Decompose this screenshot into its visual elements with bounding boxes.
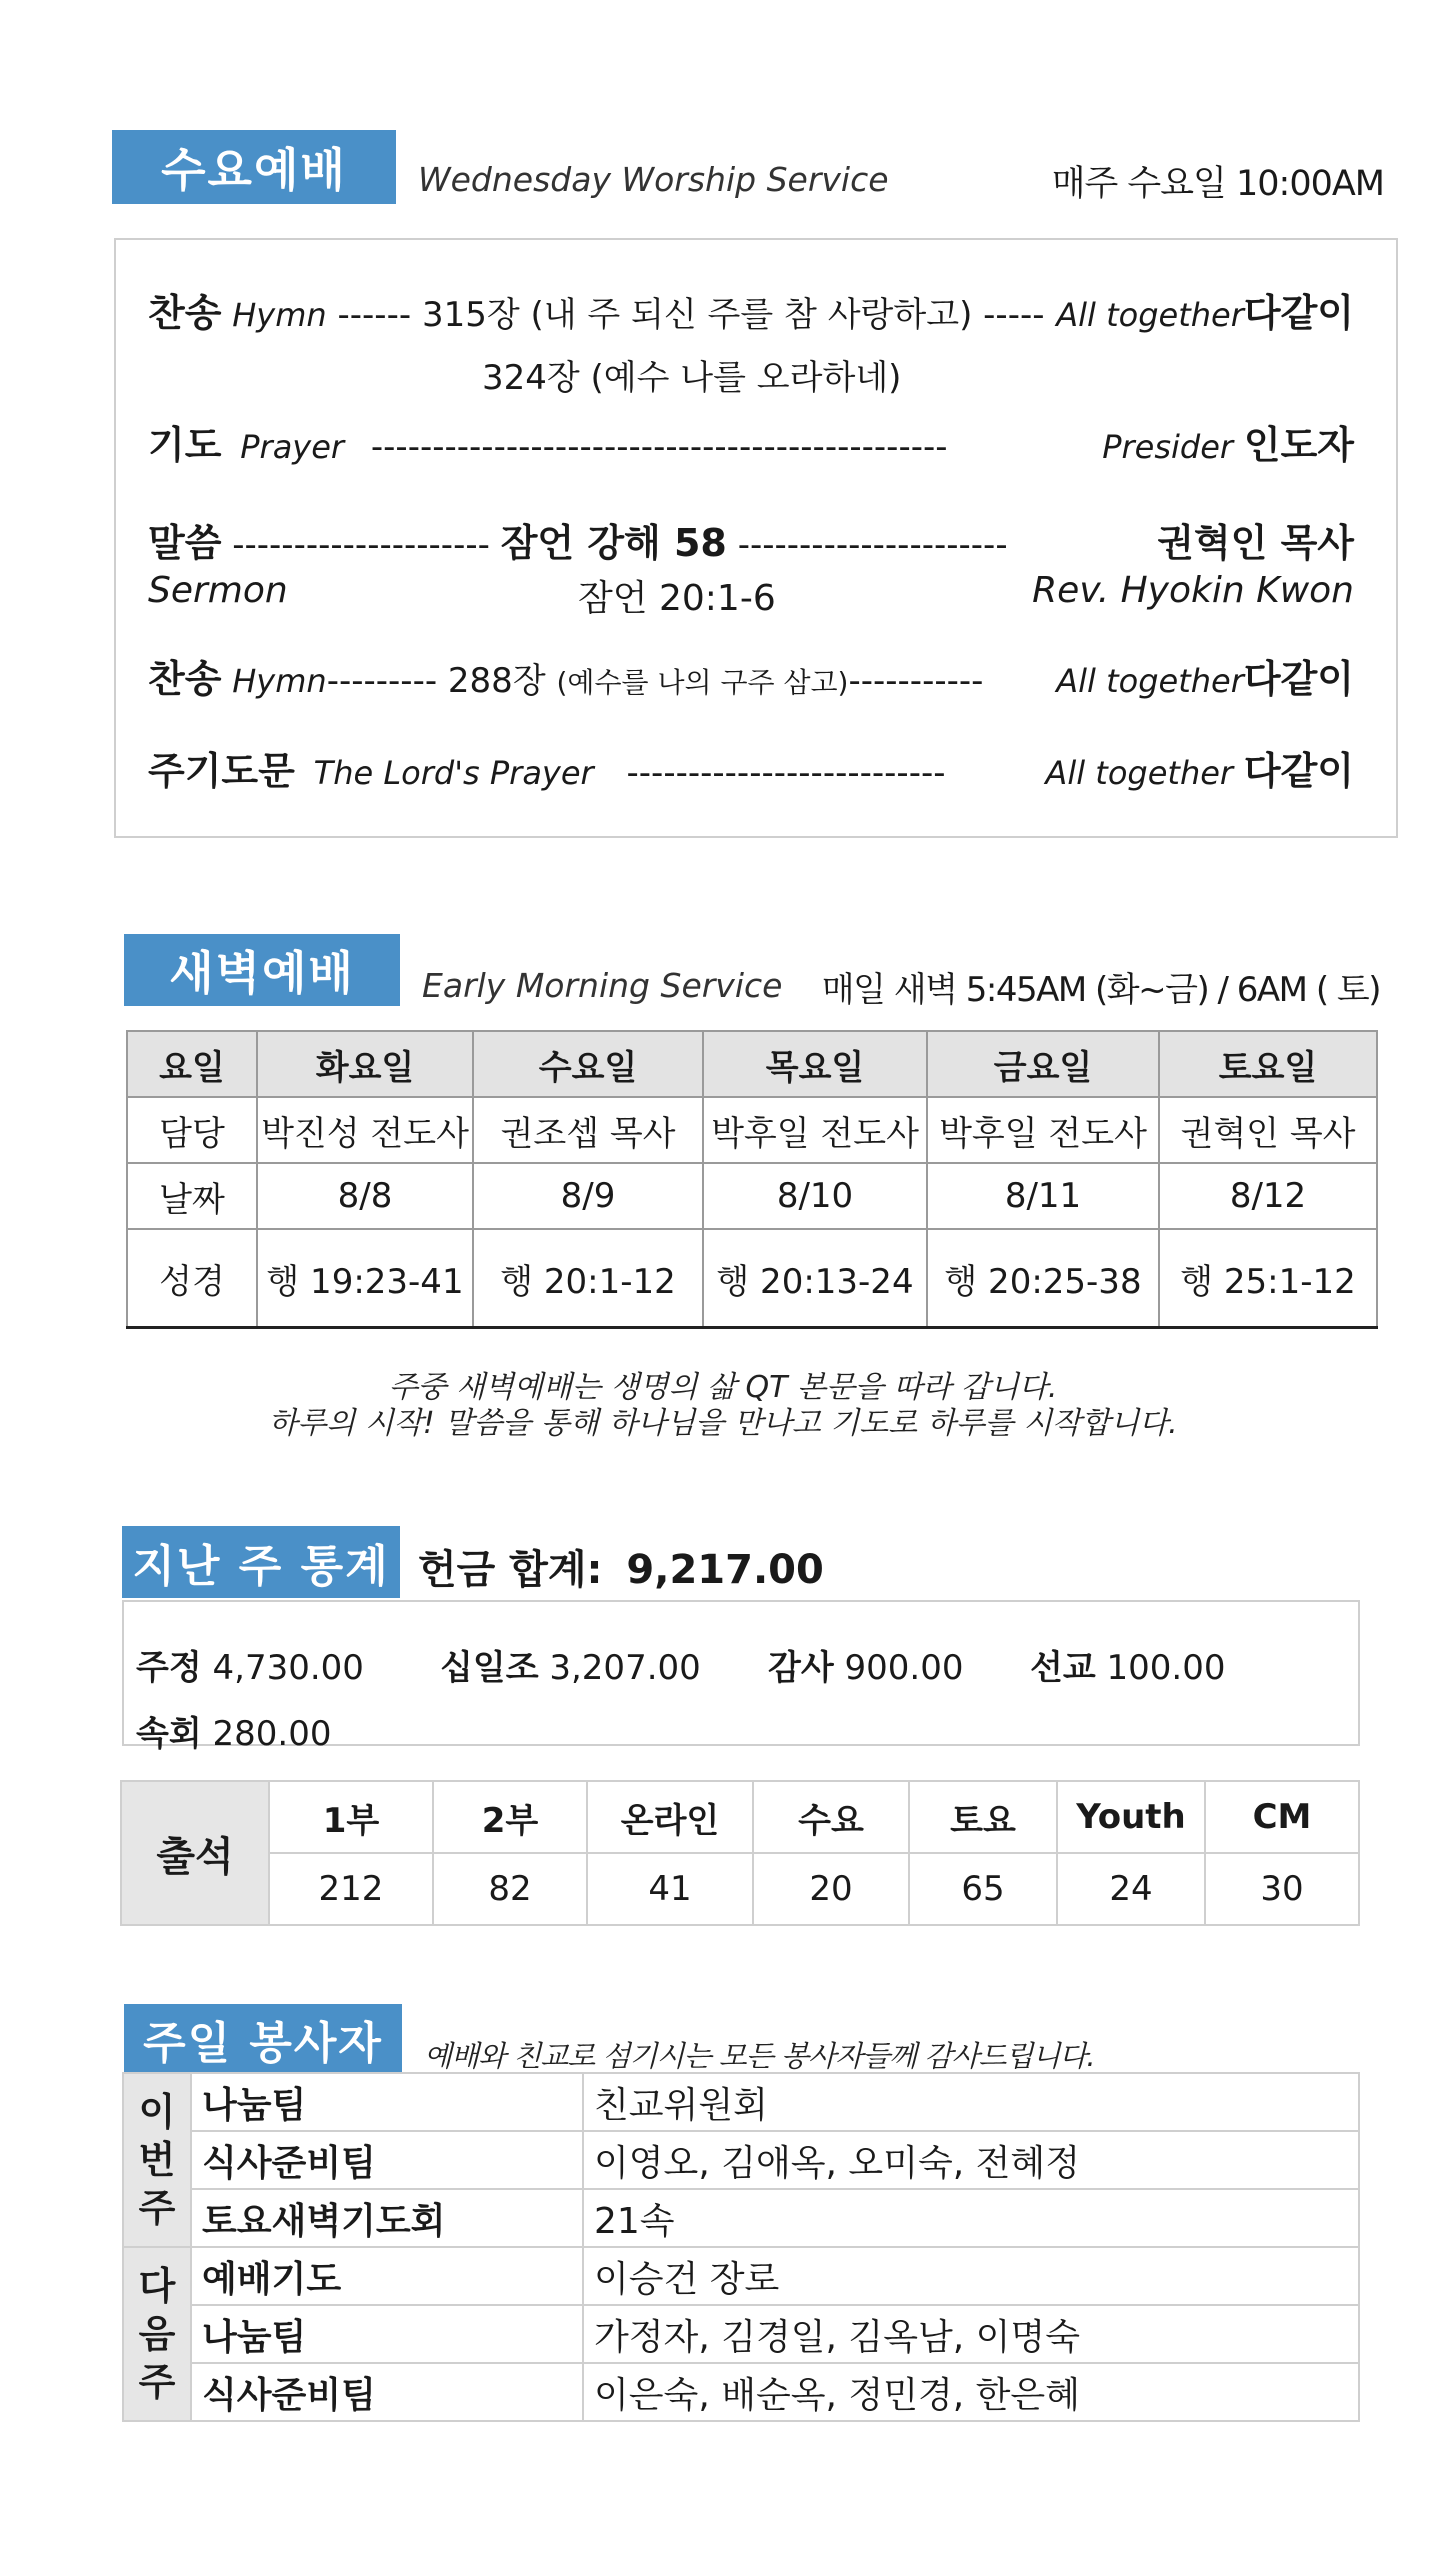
schedule-cell: 박진성 전도사 bbox=[257, 1097, 473, 1163]
attendance-header: 2부 bbox=[433, 1781, 587, 1853]
schedule-cell: 행 25:1-12 bbox=[1159, 1229, 1377, 1328]
prayer-en: Prayer bbox=[240, 428, 345, 466]
volunteer-role: 토요새벽기도회 bbox=[191, 2189, 583, 2247]
offering-value: 900.00 bbox=[844, 1648, 964, 1688]
hymn1-dash2: ----- bbox=[983, 295, 1045, 335]
schedule-cell: 박후일 전도사 bbox=[927, 1097, 1159, 1163]
hymn2-who-en: All together bbox=[1056, 662, 1244, 700]
prayer-who-en: Presider bbox=[1102, 428, 1234, 466]
offering-item bbox=[136, 1706, 331, 1755]
volunteer-names: 가정자, 김경일, 김옥남, 이명숙 bbox=[583, 2305, 1359, 2363]
hymn2-ko: 찬송 bbox=[148, 657, 222, 701]
attendance-value: 82 bbox=[433, 1853, 587, 1925]
volunteer-names: 21속 bbox=[583, 2189, 1359, 2247]
offering-total-value: 9,217.00 bbox=[626, 1547, 824, 1593]
attendance-header: 1부 bbox=[269, 1781, 433, 1853]
offering-label: 속회 bbox=[136, 1714, 202, 1754]
schedule-cell: 권조셉 목사 bbox=[473, 1097, 703, 1163]
schedule-header-row bbox=[127, 1031, 1377, 1097]
prayer-who-ko: 인도자 bbox=[1243, 423, 1354, 467]
morning-subtitle: Early Morning Service bbox=[422, 966, 783, 1005]
attendance-label: 출석 bbox=[121, 1781, 269, 1925]
lords-ko: 주기도문 bbox=[148, 749, 295, 793]
offering-item bbox=[440, 1640, 701, 1689]
sermon-who-ko: 권혁인 목사 bbox=[1157, 521, 1354, 565]
schedule-row-leader bbox=[127, 1097, 1377, 1163]
volunteers-banner bbox=[124, 2004, 402, 2074]
volunteers-title: 주일 봉사자 bbox=[143, 2018, 383, 2069]
volunteer-row bbox=[123, 2131, 1359, 2189]
schedule-cell: 행 20:25-38 bbox=[927, 1229, 1159, 1328]
offering-label: 주정 bbox=[136, 1648, 202, 1688]
hymn2-line bbox=[148, 648, 1354, 703]
schedule-cell: 행 20:1-12 bbox=[473, 1229, 703, 1328]
volunteer-row bbox=[123, 2363, 1359, 2421]
attendance-value-row bbox=[121, 1853, 1359, 1925]
attendance-header: Youth bbox=[1057, 1781, 1205, 1853]
volunteer-role: 나눔팀 bbox=[191, 2305, 583, 2363]
volunteer-names: 이승건 장로 bbox=[583, 2247, 1359, 2305]
offering-value: 100.00 bbox=[1106, 1648, 1226, 1688]
volunteer-row bbox=[123, 2247, 1359, 2305]
attendance-value: 20 bbox=[753, 1853, 909, 1925]
hymn1-en: Hymn bbox=[232, 296, 327, 334]
schedule-cell: 8/10 bbox=[703, 1163, 927, 1229]
group-label-this-week: 이 번 주 bbox=[123, 2073, 191, 2247]
schedule-cell: 행 20:13-24 bbox=[703, 1229, 927, 1328]
hymn1b-content: 324장 (예수 나를 오라하네) bbox=[482, 358, 902, 398]
attendance-value: 41 bbox=[587, 1853, 753, 1925]
offering-item bbox=[768, 1640, 963, 1689]
volunteer-row bbox=[123, 2073, 1359, 2131]
morning-schedule-table bbox=[126, 1030, 1378, 1329]
sermon-dash: --------------------- bbox=[232, 525, 490, 565]
sermon-en: Sermon bbox=[148, 570, 288, 611]
attendance-header-row bbox=[121, 1781, 1359, 1853]
lords-prayer-line bbox=[148, 740, 1354, 795]
wednesday-title: 수요예배 bbox=[161, 143, 347, 197]
schedule-row-bible bbox=[127, 1229, 1377, 1328]
offering-value: 3,207.00 bbox=[549, 1648, 701, 1688]
attendance-value: 24 bbox=[1057, 1853, 1205, 1925]
morning-note-2: 하루의 시작! 말씀을 통해 하나님을 만나고 기도로 하루를 시작합니다. bbox=[268, 1406, 1178, 1441]
attendance-header: CM bbox=[1205, 1781, 1359, 1853]
offering-total bbox=[418, 1538, 824, 1595]
offering-value: 4,730.00 bbox=[212, 1648, 364, 1688]
morning-note-1: 주중 새벽예배는 생명의 삶 QT 본문을 따라 갑니다. bbox=[388, 1370, 1058, 1405]
sermon-who-en: Rev. Hyokin Kwon bbox=[1032, 570, 1354, 611]
attendance-header: 온라인 bbox=[587, 1781, 753, 1853]
attendance-value: 65 bbox=[909, 1853, 1057, 1925]
offering-label: 십일조 bbox=[440, 1648, 539, 1688]
hymn1-who-en: All together bbox=[1056, 296, 1244, 334]
lords-who-en: All together bbox=[1045, 754, 1234, 792]
wednesday-subtitle: Wednesday Worship Service bbox=[418, 160, 889, 199]
wednesday-banner bbox=[112, 130, 396, 204]
schedule-header: 수요일 bbox=[473, 1031, 703, 1097]
stats-title: 지난 주 통계 bbox=[132, 1541, 390, 1592]
schedule-header: 목요일 bbox=[703, 1031, 927, 1097]
morning-banner bbox=[124, 934, 400, 1006]
lords-en: The Lord's Prayer bbox=[313, 754, 594, 792]
prayer-dash: ----------------------------------------------- bbox=[370, 427, 948, 467]
hymn1-dash: ------ bbox=[337, 295, 412, 335]
offering-total-label: 헌금 합계: bbox=[418, 1547, 603, 1593]
volunteer-names: 이은숙, 배순옥, 정민경, 한은혜 bbox=[583, 2363, 1359, 2421]
hymn1-line bbox=[148, 282, 1354, 337]
group-label-next-week: 다 음 주 bbox=[123, 2247, 191, 2421]
volunteer-names: 친교위원회 bbox=[583, 2073, 1359, 2131]
stats-banner bbox=[122, 1526, 400, 1598]
volunteer-row bbox=[123, 2189, 1359, 2247]
volunteer-role: 식사준비팀 bbox=[191, 2131, 583, 2189]
hymn2-dash: --------- bbox=[326, 661, 438, 701]
volunteer-names: 이영오, 김애옥, 오미숙, 전혜정 bbox=[583, 2131, 1359, 2189]
attendance-table bbox=[120, 1780, 1360, 1926]
volunteer-role: 나눔팀 bbox=[191, 2073, 583, 2131]
schedule-cell: 8/8 bbox=[257, 1163, 473, 1229]
volunteer-role: 예배기도 bbox=[191, 2247, 583, 2305]
hymn2-content-main: 288장 bbox=[447, 661, 546, 701]
lords-dash: -------------------------- bbox=[626, 753, 946, 793]
offering-value: 280.00 bbox=[212, 1714, 332, 1754]
sermon-title: 잠언 강해 58 bbox=[500, 521, 727, 565]
schedule-cell: 8/9 bbox=[473, 1163, 703, 1229]
offering-label: 감사 bbox=[768, 1648, 834, 1688]
schedule-header: 화요일 bbox=[257, 1031, 473, 1097]
schedule-header: 요일 bbox=[127, 1031, 257, 1097]
volunteer-row bbox=[123, 2305, 1359, 2363]
hymn2-content-sub: (예수를 나의 구주 삼고) bbox=[556, 666, 849, 699]
volunteer-role: 식사준비팀 bbox=[191, 2363, 583, 2421]
hymn1-ko: 찬송 bbox=[148, 291, 222, 335]
sermon-passage: 잠언 20:1-6 bbox=[578, 578, 776, 619]
volunteers-table bbox=[122, 2072, 1360, 2422]
schedule-header: 금요일 bbox=[927, 1031, 1159, 1097]
attendance-header: 토요 bbox=[909, 1781, 1057, 1853]
schedule-cell: 8/12 bbox=[1159, 1163, 1377, 1229]
schedule-cell: 권혁인 목사 bbox=[1159, 1097, 1377, 1163]
sermon-ko: 말씀 bbox=[148, 521, 222, 565]
offering-item bbox=[1030, 1640, 1225, 1689]
prayer-line bbox=[148, 414, 1354, 469]
schedule-cell: 8/11 bbox=[927, 1163, 1159, 1229]
prayer-ko: 기도 bbox=[148, 423, 222, 467]
schedule-cell: 박후일 전도사 bbox=[703, 1097, 927, 1163]
hymn2-who-ko: 다같이 bbox=[1243, 657, 1354, 701]
offering-item bbox=[136, 1640, 364, 1689]
sermon-dash2: ---------------------- bbox=[737, 525, 1008, 565]
volunteers-subtitle: 예배와 친교로 섬기시는 모든 봉사자들께 감사드립니다. bbox=[424, 2039, 1095, 2073]
hymn2-en: Hymn bbox=[232, 662, 327, 700]
wednesday-time: 매주 수요일 10:00AM bbox=[1051, 164, 1384, 204]
sermon-line bbox=[148, 512, 1354, 567]
morning-title: 새벽예배 bbox=[169, 946, 355, 1000]
lords-who-ko: 다같이 bbox=[1243, 749, 1354, 793]
schedule-row-label: 담당 bbox=[127, 1097, 257, 1163]
schedule-row-label: 성경 bbox=[127, 1229, 257, 1328]
morning-time: 매일 새벽 5:45AM (화~금) / 6AM ( 토) bbox=[821, 970, 1380, 1010]
hymn2-dash2: ----------- bbox=[848, 661, 984, 701]
attendance-value: 212 bbox=[269, 1853, 433, 1925]
hymn1-who-ko: 다같이 bbox=[1243, 291, 1354, 335]
offering-label: 선교 bbox=[1030, 1648, 1096, 1688]
attendance-value: 30 bbox=[1205, 1853, 1359, 1925]
schedule-cell: 행 19:23-41 bbox=[257, 1229, 473, 1328]
schedule-header: 토요일 bbox=[1159, 1031, 1377, 1097]
schedule-row-date bbox=[127, 1163, 1377, 1229]
hymn1-content: 315장 (내 주 되신 주를 참 사랑하고) bbox=[421, 295, 973, 335]
schedule-row-label: 날짜 bbox=[127, 1163, 257, 1229]
attendance-header: 수요 bbox=[753, 1781, 909, 1853]
